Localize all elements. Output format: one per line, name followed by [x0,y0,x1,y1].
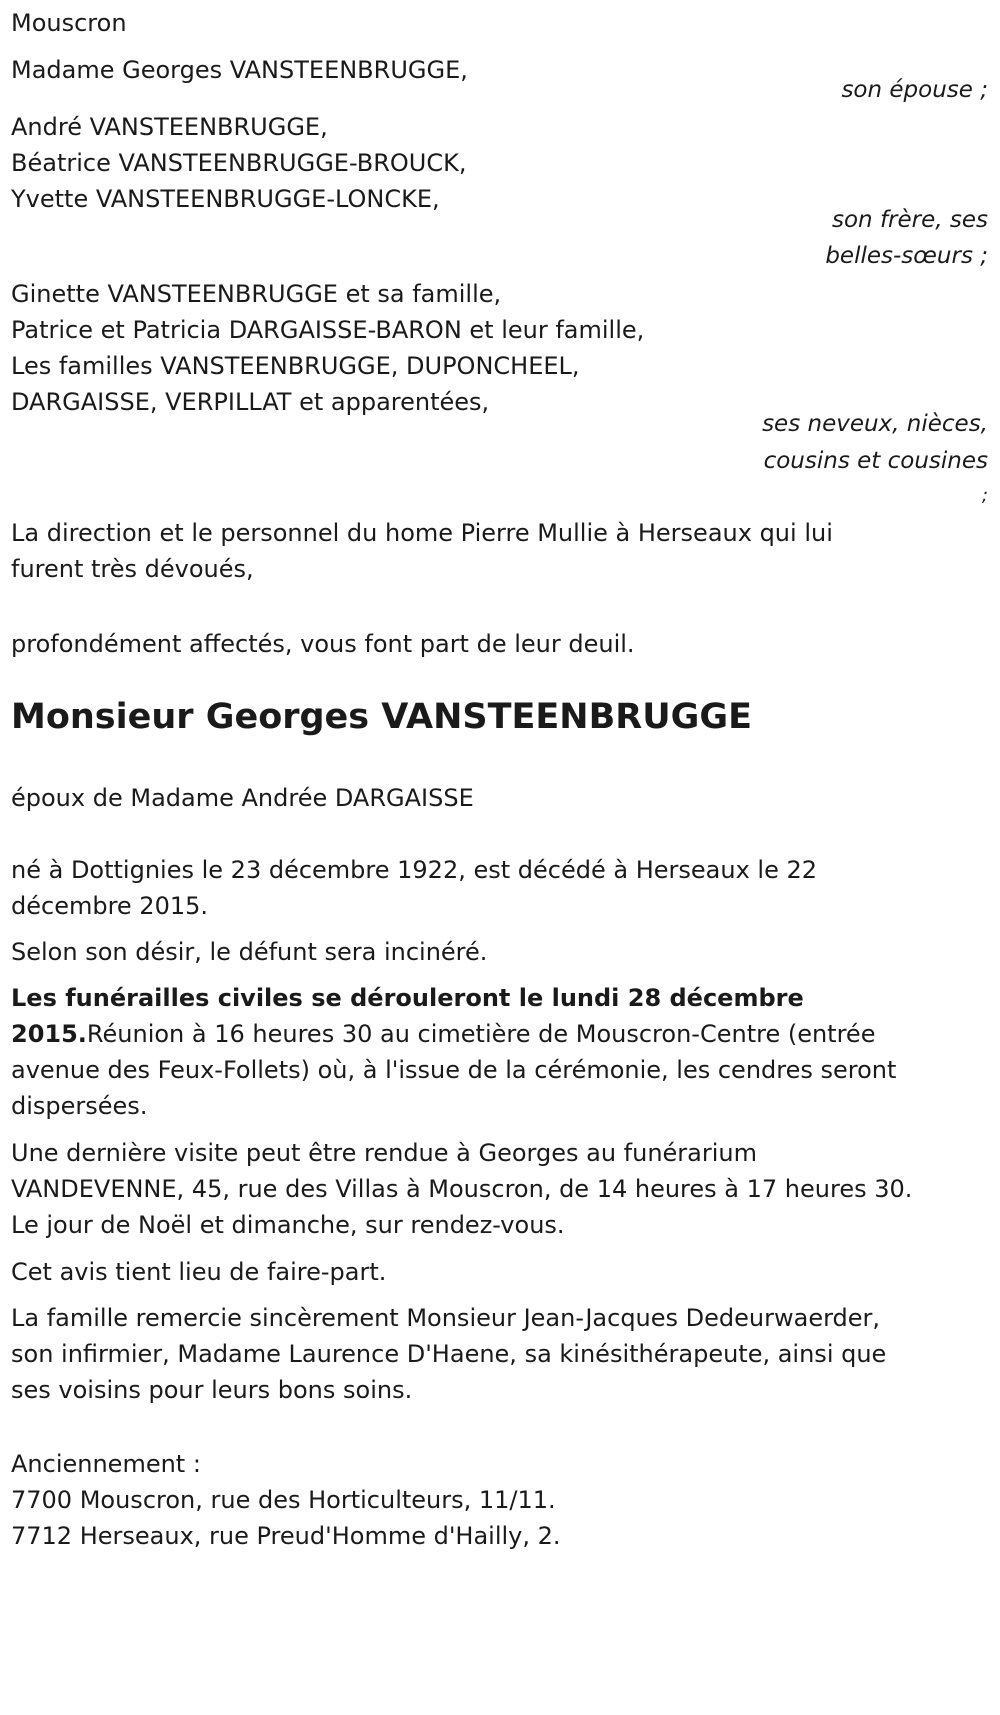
visit-line: VANDEVENNE, 45, rue des Villas à Mouscron, de 14 heures à 17 heures 30. [11,1175,913,1203]
spouse-of: époux de Madame Andrée DARGAISSE [11,784,474,812]
visit-line: Une dernière visite peut être rendue à Georges au funérarium [11,1139,758,1167]
address-line: 7712 Herseaux, rue Preud'Homme d'Hailly, 2. [11,1522,561,1550]
staff-line: furent très dévoués, [11,555,254,583]
funeral-year: 2015. [11,1020,87,1048]
relatives-line: Patrice et Patricia DARGAISSE-BARON et leur famille, [11,316,645,344]
funeral-line: dispersées. [11,1092,148,1120]
thanks-line: La famille remercie sincèrement Monsieur Jean-Jacques Dedeurwaerder, [11,1304,881,1332]
siblings-role: son frère, ses [832,207,988,233]
staff-line: La direction et le personnel du home Pierre Mullie à Herseaux qui lui [11,519,833,547]
wish-line: Selon son désir, le défunt sera incinéré. [11,938,488,966]
birth-death-line: décembre 2015. [11,892,209,920]
address-line: 7700 Mouscron, rue des Horticulteurs, 11/11. [11,1486,556,1514]
funeral-text: Réunion à 16 heures 30 au cimetière de Mouscron-Centre (entrée [86,1020,876,1048]
grief-line: profondément affectés, vous font part de leur deuil. [11,630,635,658]
spouse-role: son épouse ; [841,77,988,103]
sibling-line: Yvette VANSTEENBRUGGE-LONCKE, [11,185,440,213]
address-label: Anciennement : [11,1450,201,1478]
birth-death-line: né à Dottignies le 23 décembre 1922, est décédé à Herseaux le 22 [11,856,818,884]
funeral-heading: Les funérailles civiles se dérouleront le lundi 28 décembre [11,984,804,1012]
relatives-role: ses neveux, nièces, [762,411,988,437]
announcement-line: Cet avis tient lieu de faire-part. [11,1258,387,1286]
relatives-line: Les familles VANSTEENBRUGGE, DUPONCHEEL, [11,352,580,380]
visit-line: Le jour de Noël et dimanche, sur rendez-vous. [11,1211,565,1239]
relatives-line: DARGAISSE, VERPILLAT et apparentées, [11,388,490,416]
relatives-role: cousins et cousines [763,448,988,474]
thanks-line: son infirmier, Madame Laurence D'Haene, sa kinésithérapeute, ainsi que [11,1340,887,1368]
sibling-line: André VANSTEENBRUGGE, [11,113,328,141]
funeral-line: avenue des Feux-Follets) où, à l'issue de la cérémonie, les cendres seront [11,1056,897,1084]
deceased-name: Monsieur Georges VANSTEENBRUGGE [11,697,752,737]
spouse-name: Madame Georges VANSTEENBRUGGE, [11,56,468,84]
thanks-line: ses voisins pour leurs bons soins. [11,1376,413,1404]
relatives-line: Ginette VANSTEENBRUGGE et sa famille, [11,280,502,308]
siblings-role: belles-sœurs ; [825,243,988,269]
funeral-line [11,1022,875,1046]
city: Mouscron [11,9,127,37]
sibling-line: Béatrice VANSTEENBRUGGE-BROUCK, [11,149,467,177]
relatives-role: ; [981,485,988,506]
